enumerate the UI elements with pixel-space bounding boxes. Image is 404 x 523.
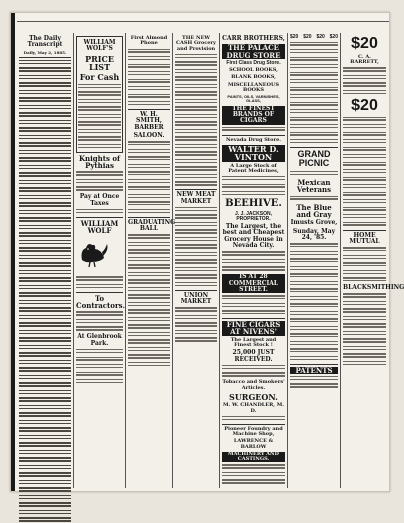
column-2 — [73, 33, 125, 488]
imusts-grove: Imusts Grove, — [290, 219, 338, 227]
knights-heading: Knights of Pythias — [78, 153, 121, 171]
finest-cigars: THE FINEST BRANDS OF CIGARS — [222, 106, 285, 125]
jackson-name: J. J. JACKSON, PROPRIETOR. — [235, 210, 272, 222]
blue-and-gray: The Blue and Gray — [296, 202, 332, 219]
home-mutual: HOME MUTUAL — [349, 231, 380, 245]
price-strip — [290, 34, 338, 40]
largest-finest-stock: The Largest and Finest Stock ! — [230, 336, 277, 349]
wolf-headline: WILLIAM WOLF'S — [83, 39, 116, 53]
nevada-drug-store: Nevada Drug Store. — [225, 136, 282, 143]
pioneer-foundry: Pioneer Foundry and Machine Shop, — [224, 425, 283, 438]
page-gutter — [11, 13, 15, 491]
for-cash-title: For Cash — [79, 72, 120, 83]
commercial-street: IS AT 28 COMMERCIAL STREET. — [222, 274, 285, 293]
blank-books: BLANK BOOKS, — [231, 74, 276, 81]
masthead-date: Daily, May 2, 1885. — [23, 49, 67, 55]
price-list-title: PRICE LIST — [85, 53, 114, 72]
picnic-date: Sunday, May 24, '85. — [292, 227, 336, 241]
column-6 — [287, 33, 340, 488]
fine-cigars-nivens: FINE CIGARS AT NIVENS' — [222, 321, 285, 336]
column-3 — [125, 33, 176, 488]
meat-market-heading: NEW MEAT MARKET — [176, 191, 216, 205]
surgeon-heading: SURGEON. — [229, 391, 278, 402]
drug-store-sub: First Class Drug Store. — [226, 59, 281, 66]
mexican-veterans: Mexican Veterans — [296, 177, 332, 195]
wolf-ad-heading: WILLIAM WOLF — [80, 219, 119, 236]
cash-grocery-heading: THE NEW CASH Grocery and Provision — [176, 35, 216, 52]
carr-brothers: CARR BROTHERS, — [222, 35, 285, 42]
graduating-ball-heading: GRADUATING BALL — [128, 218, 176, 232]
header-rule — [17, 21, 389, 22]
saloon-heading: SALOON. — [133, 131, 165, 139]
column-5 — [219, 33, 287, 488]
price-strip-2: $20 — [303, 34, 312, 40]
machinery-castings: MACHINERY AND CASTINGS. — [222, 452, 285, 463]
lawrence-barlow: LAWRENCE & BARLOW — [233, 438, 274, 450]
union-market-heading: UNION MARKET — [180, 291, 212, 306]
beehive-heading: BEEHIVE. — [225, 198, 282, 210]
glenbrook-heading: At Glenbrook Park. — [77, 333, 122, 347]
school-books: SCHOOL BOOKS, — [229, 67, 278, 74]
price-twenty-top: $20 — [351, 35, 378, 52]
just-received: 25,000 JUST RECEIVED. — [232, 349, 275, 363]
patents-heading: PATENTS — [290, 367, 338, 374]
almond-heading: First Almond Phone — [130, 35, 168, 47]
newspaper-page — [10, 12, 404, 492]
price-twenty-bottom: $20 — [351, 96, 378, 114]
price-strip-3: $20 — [316, 34, 325, 40]
blacksmithing: BLACKSMITHING — [343, 284, 404, 292]
column-4 — [172, 33, 219, 488]
column-1 — [17, 33, 73, 488]
masthead-title: The Daily Transcript — [27, 35, 63, 49]
tobacco-articles: Tobacco and Smokers' Articles. — [222, 379, 285, 391]
barrett-name: C. A. BARRETT, — [350, 53, 379, 66]
grand-picnic: GRAND PICNIC — [297, 149, 331, 169]
palace-drug-store: THE PALACE DRUG STORE — [222, 44, 285, 59]
patent-medicines: A Large Stock of Patent Medicines, — [228, 162, 279, 174]
largest-grocery: The Largest, the best and Cheapest Grocery House in Nevada City. — [222, 223, 285, 249]
rooster-icon — [76, 240, 110, 268]
walter-vinton: WALTER D. VINTON — [222, 145, 285, 162]
misc-books: MISCELLANEOUS BOOKS — [228, 81, 279, 93]
chandler-name: M. W. CHANDLER, M. D. — [222, 402, 285, 414]
contractors-heading: To Contractors. — [76, 293, 126, 311]
price-strip-1: $20 — [290, 34, 299, 40]
price-strip-4: $20 — [329, 34, 338, 40]
column-7 — [340, 33, 404, 488]
taxes-notice: Pay at Once Taxes — [79, 193, 120, 207]
paints-line: PAINTS, OILS, VARNISHES, GLASS, — [227, 94, 280, 104]
barber-heading: W. H. SMITH, BARBER — [134, 111, 164, 131]
